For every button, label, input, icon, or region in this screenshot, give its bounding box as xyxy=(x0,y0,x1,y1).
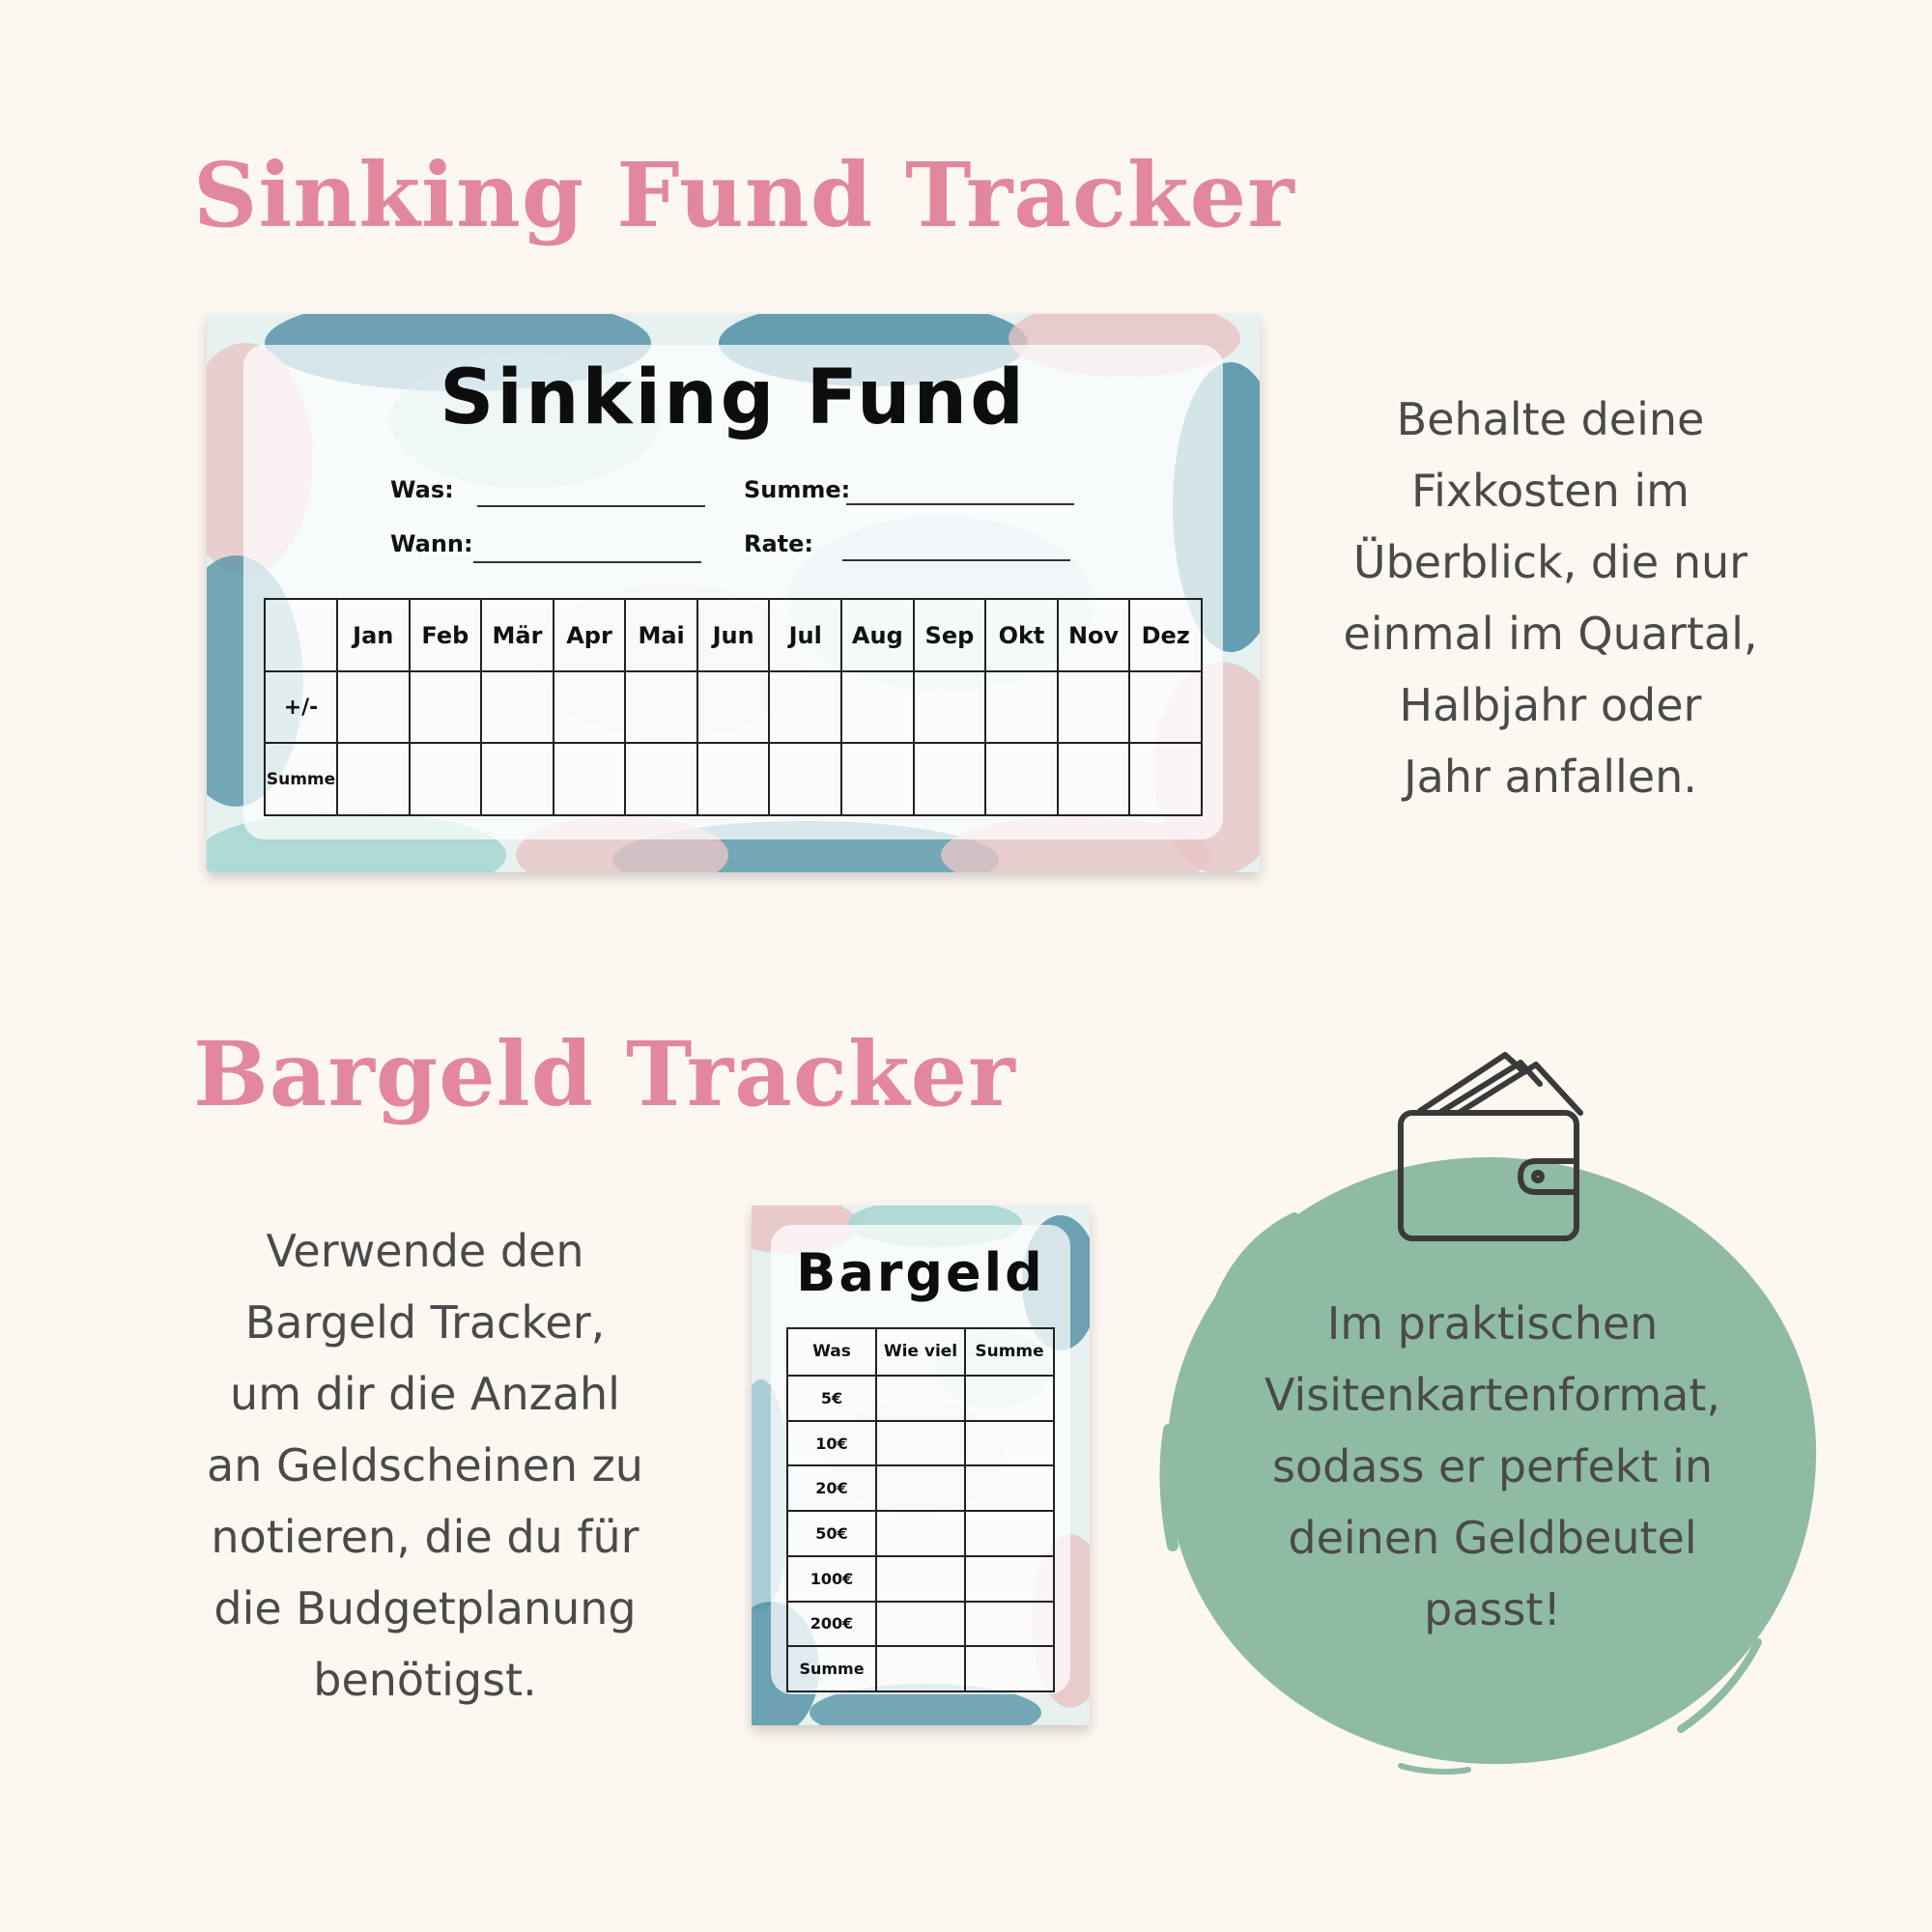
wallet-icon xyxy=(1391,1043,1584,1256)
table-cell[interactable] xyxy=(914,671,986,743)
month-okt: Okt xyxy=(985,599,1058,671)
description-line: Überblick, die nur xyxy=(1352,536,1748,588)
field-line-was[interactable] xyxy=(477,505,705,507)
month-jun: Jun xyxy=(697,599,770,671)
month-mai: Mai xyxy=(625,599,697,671)
table-cell[interactable] xyxy=(876,1556,965,1602)
table-cell[interactable] xyxy=(965,1511,1054,1556)
bargeld-description xyxy=(174,1215,676,1716)
table-cell[interactable] xyxy=(625,671,697,743)
sinking-fund-title: Sinking Fund Tracker xyxy=(193,143,1295,247)
field-line-summe[interactable] xyxy=(846,503,1074,505)
table-cell[interactable] xyxy=(1058,671,1130,743)
row-label-50: 50€ xyxy=(787,1511,876,1556)
header-was: Was xyxy=(787,1328,876,1376)
table-cell[interactable] xyxy=(985,671,1058,743)
table-row xyxy=(265,671,1202,743)
table-cell[interactable] xyxy=(481,671,554,743)
table-cell[interactable] xyxy=(965,1556,1054,1602)
description-line: an Geldscheinen zu xyxy=(207,1439,643,1492)
table-cell[interactable] xyxy=(337,743,410,815)
row-label-summe: Summe xyxy=(265,743,337,815)
table-cell[interactable] xyxy=(554,671,626,743)
bargeld-tracker-title: Bargeld Tracker xyxy=(193,1022,1016,1126)
month-sep: Sep xyxy=(914,599,986,671)
month-jan: Jan xyxy=(337,599,410,671)
row-label-5: 5€ xyxy=(787,1376,876,1421)
table-cell[interactable] xyxy=(914,743,986,815)
description-line: Visitenkartenformat, xyxy=(1264,1369,1720,1421)
table-cell[interactable] xyxy=(965,1602,1054,1647)
table-cell[interactable] xyxy=(769,743,841,815)
header-wie-viel: Wie viel xyxy=(876,1328,965,1376)
table-cell[interactable] xyxy=(554,743,626,815)
description-line: einmal im Quartal, xyxy=(1343,608,1758,660)
table-row xyxy=(787,1465,1054,1511)
description-line: Fixkosten im xyxy=(1411,465,1690,517)
table-cell[interactable] xyxy=(1129,671,1202,743)
table-cell[interactable] xyxy=(876,1602,965,1647)
month-jul: Jul xyxy=(769,599,841,671)
bargeld-header-row xyxy=(787,1328,1054,1376)
row-label-10: 10€ xyxy=(787,1421,876,1466)
circle-description xyxy=(1203,1288,1782,1645)
table-cell[interactable] xyxy=(625,743,697,815)
description-line: benötigst. xyxy=(313,1654,537,1706)
field-label-wann: Wann: xyxy=(390,530,473,557)
table-cell[interactable] xyxy=(985,743,1058,815)
table-cell[interactable] xyxy=(876,1511,965,1556)
table-cell[interactable] xyxy=(965,1646,1054,1691)
table-cell[interactable] xyxy=(410,671,482,743)
table-cell[interactable] xyxy=(876,1376,965,1421)
sinking-fund-table xyxy=(264,598,1203,816)
field-label-rate: Rate: xyxy=(744,530,814,557)
field-label-summe: Summe: xyxy=(744,476,851,503)
table-row xyxy=(787,1602,1054,1647)
month-mar: Mär xyxy=(481,599,554,671)
month-dez: Dez xyxy=(1129,599,1202,671)
field-line-rate[interactable] xyxy=(842,559,1070,561)
sinking-fund-description xyxy=(1304,384,1797,812)
header-summe: Summe xyxy=(965,1328,1054,1376)
month-apr: Apr xyxy=(554,599,626,671)
table-cell[interactable] xyxy=(769,671,841,743)
table-row xyxy=(787,1556,1054,1602)
table-row xyxy=(787,1646,1054,1691)
table-row xyxy=(265,743,1202,815)
table-cell[interactable] xyxy=(841,743,914,815)
table-cell[interactable] xyxy=(876,1421,965,1466)
description-line: sodass er perfekt in xyxy=(1271,1440,1714,1492)
table-cell[interactable] xyxy=(697,671,770,743)
corner-cell xyxy=(265,599,337,671)
row-label-plusminus: +/- xyxy=(265,671,337,743)
row-label-200: 200€ xyxy=(787,1602,876,1647)
table-cell[interactable] xyxy=(876,1646,965,1691)
table-cell[interactable] xyxy=(841,671,914,743)
table-cell[interactable] xyxy=(876,1465,965,1511)
month-header-row xyxy=(265,599,1202,671)
table-cell[interactable] xyxy=(481,743,554,815)
description-line: Behalte deine xyxy=(1396,393,1705,445)
table-row xyxy=(787,1376,1054,1421)
month-aug: Aug xyxy=(841,599,914,671)
table-row xyxy=(787,1421,1054,1466)
description-line: Jahr anfallen. xyxy=(1404,751,1697,803)
table-row xyxy=(787,1511,1054,1556)
field-label-was: Was: xyxy=(390,476,454,503)
description-line: Halbjahr oder xyxy=(1399,679,1702,731)
description-line: passt! xyxy=(1424,1583,1561,1635)
description-line: Im praktischen xyxy=(1326,1297,1659,1350)
description-line: um dir die Anzahl xyxy=(230,1368,620,1420)
row-label-100: 100€ xyxy=(787,1556,876,1602)
description-line: Verwende den xyxy=(266,1225,584,1277)
month-feb: Feb xyxy=(410,599,482,671)
table-cell[interactable] xyxy=(697,743,770,815)
sinking-fund-card xyxy=(207,314,1260,872)
row-label-summe: Summe xyxy=(787,1646,876,1691)
table-cell[interactable] xyxy=(1129,743,1202,815)
description-line: die Budgetplanung xyxy=(213,1582,637,1634)
row-label-20: 20€ xyxy=(787,1465,876,1511)
table-cell[interactable] xyxy=(337,671,410,743)
description-line: Bargeld Tracker, xyxy=(244,1296,606,1349)
month-nov: Nov xyxy=(1058,599,1130,671)
description-line: deinen Geldbeutel xyxy=(1288,1512,1697,1564)
table-cell[interactable] xyxy=(1058,743,1130,815)
description-line: notieren, die du für xyxy=(211,1511,639,1563)
table-cell[interactable] xyxy=(965,1421,1054,1466)
bargeld-table xyxy=(786,1327,1055,1692)
bargeld-card xyxy=(752,1206,1090,1725)
table-cell[interactable] xyxy=(965,1376,1054,1421)
field-line-wann[interactable] xyxy=(473,561,701,563)
table-cell[interactable] xyxy=(965,1465,1054,1511)
sinking-card-title: Sinking Fund xyxy=(440,355,1027,441)
bargeld-card-title: Bargeld xyxy=(796,1242,1045,1303)
table-cell[interactable] xyxy=(410,743,482,815)
